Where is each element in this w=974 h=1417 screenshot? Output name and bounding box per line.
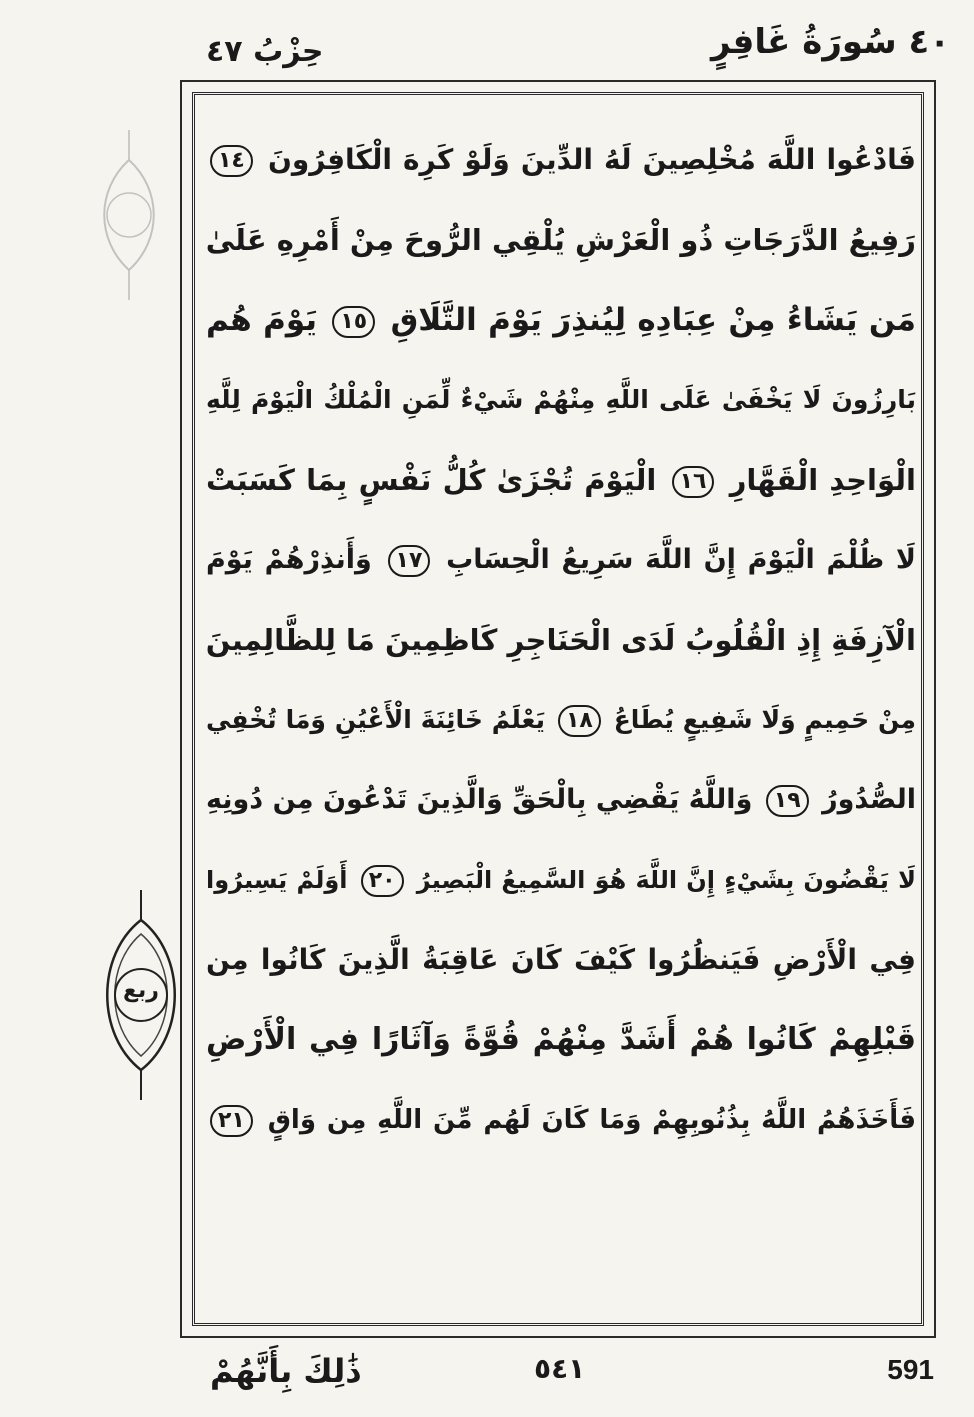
line-text-after: يَعْلَمُ خَائِنَةَ الْأَعْيُنِ وَمَا تُخْفِي bbox=[206, 705, 546, 734]
verse-line bbox=[206, 920, 916, 1000]
line-text: الصُّدُورُ bbox=[822, 784, 916, 815]
line-text: فَادْعُوا اللَّهَ مُخْلِصِينَ لَهُ الدِّينَ وَلَوْ كَرِهَ الْكَافِرُونَ bbox=[267, 143, 916, 176]
line-text-after: أَوَلَمْ يَسِيرُوا bbox=[206, 866, 348, 894]
line-text: لَا ظُلْمَ الْيَوْمَ إِنَّ اللَّهَ سَرِيعُ الْحِسَابِ bbox=[446, 544, 916, 575]
ayah-number-marker: ١٤ bbox=[210, 145, 253, 177]
verse-line bbox=[206, 1000, 916, 1080]
line-text: رَفِيعُ الدَّرَجَاتِ ذُو الْعَرْشِ يُلْقِي الرُّوحَ مِنْ أَمْرِهِ عَلَىٰ bbox=[206, 223, 916, 257]
ayah-number-marker: ١٩ bbox=[766, 785, 809, 817]
verse-line bbox=[206, 120, 916, 200]
verse-line bbox=[206, 680, 916, 760]
verse-block bbox=[206, 120, 916, 1320]
ayah-number-marker: ١٧ bbox=[388, 545, 431, 577]
line-text-after: الْيَوْمَ تُجْزَىٰ كُلُّ نَفْسٍ بِمَا كَسَبَتْ bbox=[206, 463, 657, 497]
ayah-number-marker: ٢١ bbox=[210, 1105, 253, 1137]
verse-line bbox=[206, 1080, 916, 1160]
line-text: قَبْلِهِمْ كَانُوا هُمْ أَشَدَّ مِنْهُمْ قُوَّةً وَآثَارًا فِي الْأَرْضِ bbox=[206, 1022, 916, 1057]
catchword: ذَٰلِكَ بِأَنَّهُمْ bbox=[210, 1352, 362, 1390]
line-text: الْوَاحِدِ الْقَهَّارِ bbox=[729, 463, 916, 497]
page-number: 591 bbox=[887, 1354, 934, 1385]
verse-line bbox=[206, 280, 916, 360]
line-text: مَن يَشَاءُ مِنْ عِبَادِهِ لِيُنذِرَ يَوْمَ التَّلَاقِ bbox=[390, 302, 916, 338]
line-text: مِنْ حَمِيمٍ وَلَا شَفِيعٍ يُطَاعُ bbox=[613, 705, 916, 734]
verse-line bbox=[206, 600, 916, 680]
ayah-number-marker: ١٦ bbox=[672, 466, 715, 498]
line-text-after: يَوْمَ هُم bbox=[206, 302, 317, 338]
line-text-after: وَأَنذِرْهُمْ يَوْمَ bbox=[206, 544, 372, 575]
verse-line bbox=[206, 520, 916, 600]
ayah-number-marker: ١٨ bbox=[558, 705, 601, 737]
line-text-after: وَاللَّهُ يَقْضِي بِالْحَقِّ وَالَّذِينَ تَدْعُونَ مِن دُونِهِ bbox=[206, 784, 753, 815]
verse-line bbox=[206, 440, 916, 520]
verse-line bbox=[206, 200, 916, 280]
line-text: بَارِزُونَ لَا يَخْفَىٰ عَلَى اللَّهِ مِنْهُمْ شَيْءٌ لِّمَنِ الْمُلْكُ الْيَوْمَ لِلَّهِ bbox=[206, 385, 916, 414]
hizb-label: حِزْبُ ٤٧ bbox=[206, 34, 324, 69]
hizb-medallion-icon bbox=[92, 130, 166, 300]
verse-line bbox=[206, 760, 916, 840]
ayah-number-marker: ١٥ bbox=[332, 306, 375, 338]
line-text: فِي الْأَرْضِ فَيَنظُرُوا كَيْفَ كَانَ عَاقِبَةُ الَّذِينَ كَانُوا مِن bbox=[206, 943, 916, 976]
page-number-arabic: ٥٤١ bbox=[534, 1352, 586, 1385]
verse-line bbox=[206, 360, 916, 440]
ayah-number-marker: ٢٠ bbox=[361, 865, 404, 897]
line-text: الْآزِفَةِ إِذِ الْقُلُوبُ لَدَى الْحَنَاجِرِ كَاظِمِينَ مَا لِلظَّالِمِينَ bbox=[206, 623, 916, 657]
verse-line bbox=[206, 840, 916, 920]
line-text: فَأَخَذَهُمُ اللَّهُ بِذُنُوبِهِمْ وَمَا كَانَ لَهُم مِّنَ اللَّهِ مِن وَاقٍ bbox=[267, 1105, 916, 1135]
rub-label: ربع bbox=[123, 978, 159, 1003]
line-text: لَا يَقْضُونَ بِشَيْءٍ إِنَّ اللَّهَ هُوَ السَّمِيعُ الْبَصِيرُ bbox=[416, 866, 916, 894]
surah-title: ٤٠ سُورَةُ غَافِرٍ bbox=[711, 22, 950, 62]
